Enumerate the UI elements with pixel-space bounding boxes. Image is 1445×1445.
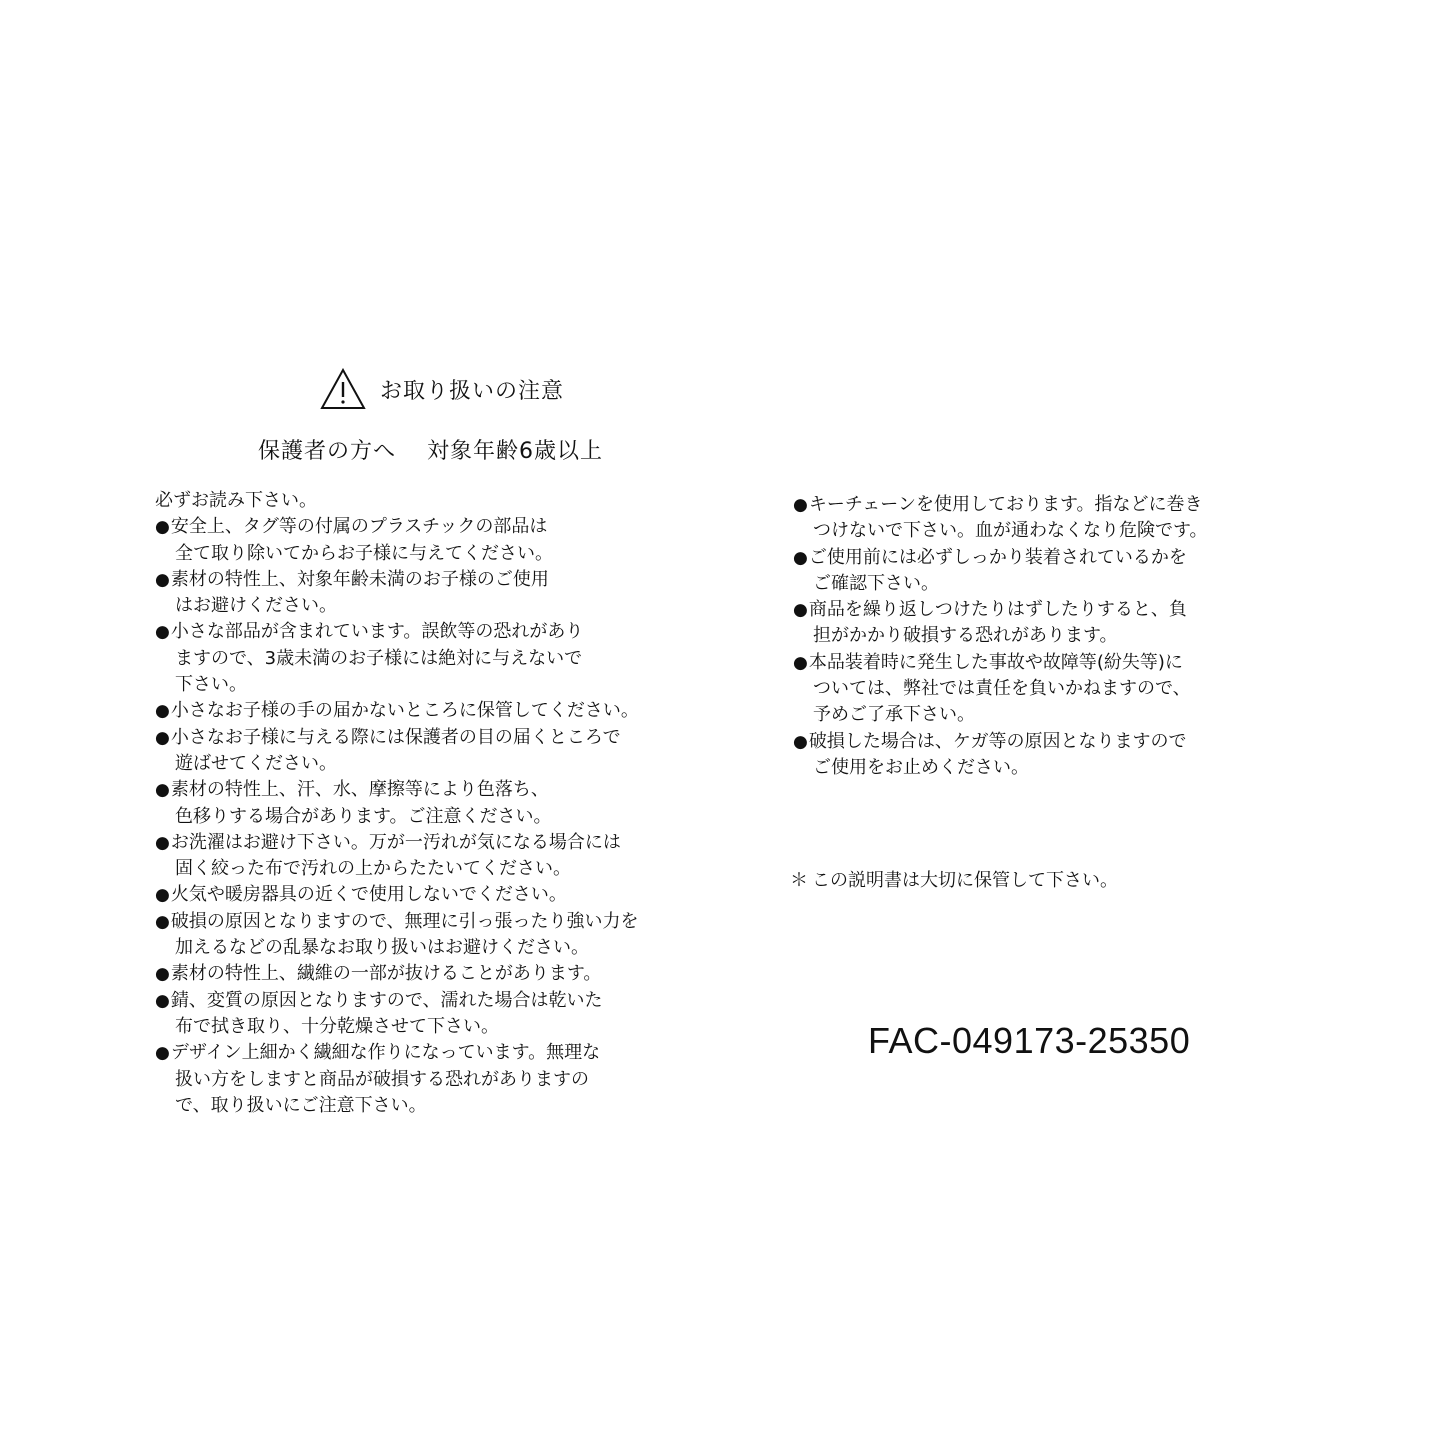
caution-item xyxy=(793,545,1313,598)
caution-text: デザイン上細かく繊細な作りになっています。無理な xyxy=(170,1042,601,1064)
caution-text: つけないで下さい。血が通わなくなり危険です。 xyxy=(813,520,1208,542)
bullet-icon: ● xyxy=(793,600,808,621)
left-caution-list xyxy=(155,514,695,1119)
bullet-icon: ● xyxy=(155,885,170,906)
caution-text: ご使用をお止めください。 xyxy=(813,756,1029,778)
caution-text: 破損の原因となりますので、無理に引っ張ったり強い力を xyxy=(170,910,639,932)
caution-text: 色移りする場合があります。ご注意ください。 xyxy=(175,805,552,827)
caution-item xyxy=(793,492,1313,545)
caution-text: 下さい。 xyxy=(175,674,247,696)
caution-item xyxy=(155,830,695,883)
caution-item xyxy=(155,698,695,724)
caution-text: 素材の特性上、対象年齢未満のお子様のご使用 xyxy=(170,568,549,590)
caution-text: で、取り扱いにご注意下さい。 xyxy=(175,1094,427,1116)
caution-text: 加えるなどの乱暴なお取り扱いはお避けください。 xyxy=(175,937,589,959)
bullet-icon: ● xyxy=(155,780,170,801)
caution-item xyxy=(155,619,695,698)
left-caution-column xyxy=(155,488,695,1119)
bullet-icon: ● xyxy=(155,1043,170,1064)
bullet-icon: ● xyxy=(155,517,170,538)
caution-item xyxy=(155,1040,695,1119)
caution-text: 素材の特性上、汗、水、摩擦等により色落ち、 xyxy=(170,779,549,801)
caution-text: はお避けください。 xyxy=(175,595,337,617)
bullet-icon: ● xyxy=(155,569,170,590)
right-caution-column xyxy=(793,492,1313,781)
target-age-subtitle: 保護者の方へ 対象年齢6歳以上 xyxy=(258,439,603,464)
product-code: FAC-049173-25350 xyxy=(868,1020,1191,1061)
bullet-icon: ● xyxy=(155,622,170,643)
caution-text: 小さな部品が含まれています。誤飲等の恐れがあり xyxy=(170,621,584,643)
bullet-icon: ● xyxy=(155,727,170,748)
caution-text: 錆、変質の原因となりますので、濡れた場合は乾いた xyxy=(170,989,603,1011)
caution-text: 安全上、タグ等の付属のプラスチックの部品は xyxy=(170,516,548,538)
caution-text: 素材の特性上、繊維の一部が抜けることがあります。 xyxy=(170,963,602,985)
caution-text: 遊ばせてください。 xyxy=(175,752,337,774)
bullet-icon: ● xyxy=(155,964,170,985)
note-text: この説明書は大切に保管して下さい。 xyxy=(812,870,1118,891)
bullet-icon: ● xyxy=(793,652,808,673)
caution-text: 予めご了承下さい。 xyxy=(813,704,975,726)
caution-item xyxy=(155,725,695,778)
caution-text: 扱い方をしますと商品が破損する恐れがありますの xyxy=(175,1068,589,1090)
caution-text: 破損した場合は、ケガ等の原因となりますので xyxy=(808,730,1187,752)
caution-text: 火気や暖房器具の近くで使用しないでください。 xyxy=(170,884,567,906)
bullet-icon: ● xyxy=(155,701,170,722)
caution-text: ご確認下さい。 xyxy=(813,572,939,594)
notice-title-text: お取り扱いの注意 xyxy=(380,378,565,404)
caution-text: 固く絞った布で汚れの上からたたいてください。 xyxy=(175,858,571,880)
caution-text: 担がかかり破損する恐れがあります。 xyxy=(813,625,1118,647)
read-first-intro: 必ずお読み下さい。 xyxy=(155,490,317,511)
caution-item xyxy=(793,597,1313,650)
caution-text: ご使用前には必ずしっかり装着されているかを xyxy=(808,546,1187,568)
caution-text: 本品装着時に発生した事故や故障等(紛失等)に xyxy=(808,651,1183,673)
caution-item xyxy=(155,909,695,962)
caution-item xyxy=(155,882,695,908)
caution-text: ますので、3歳未満のお子様には絶対に与えないで xyxy=(175,647,583,669)
caution-text: キーチェーンを使用しております。指などに巻き xyxy=(808,494,1203,515)
caution-text: ついては、弊社では責任を負いかねますので、 xyxy=(813,678,1191,700)
caution-item xyxy=(793,650,1313,729)
warning-triangle-icon xyxy=(320,368,366,410)
bullet-icon: ● xyxy=(793,547,808,568)
caution-text: 全て取り除いてからお子様に与えてください。 xyxy=(175,542,553,564)
right-caution-list xyxy=(793,492,1313,781)
caution-item xyxy=(155,961,695,987)
caution-item xyxy=(793,729,1313,782)
bullet-icon: ● xyxy=(155,832,170,853)
caution-text: 小さなお子様に与える際には保護者の目の届くところで xyxy=(170,726,621,748)
note-asterisk: ＊ xyxy=(790,870,808,891)
bullet-icon: ● xyxy=(155,911,170,932)
keep-manual-note xyxy=(790,866,1118,892)
caution-text: 商品を繰り返しつけたりはずしたりすると、負 xyxy=(808,599,1187,621)
bullet-icon: ● xyxy=(793,731,808,752)
caution-text: お洗濯はお避け下さい。万が一汚れが気になる場合には xyxy=(170,831,621,853)
bullet-icon: ● xyxy=(793,495,808,515)
caution-item xyxy=(155,988,695,1041)
caution-item xyxy=(155,514,695,567)
notice-title xyxy=(320,368,564,410)
caution-text: 小さなお子様の手の届かないところに保管してください。 xyxy=(170,700,639,722)
caution-item xyxy=(155,567,695,620)
caution-item xyxy=(155,777,695,830)
caution-text: 布で拭き取り、十分乾燥させて下さい。 xyxy=(175,1015,499,1037)
bullet-icon: ● xyxy=(155,990,170,1011)
